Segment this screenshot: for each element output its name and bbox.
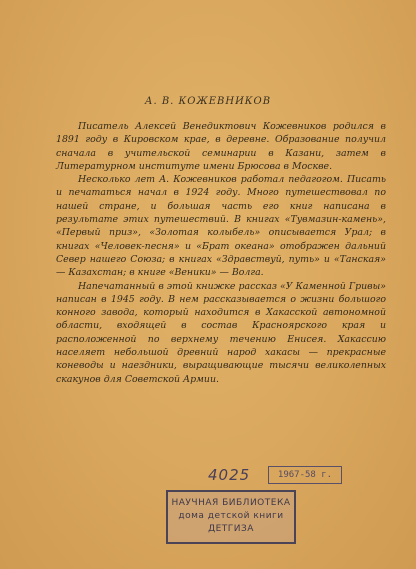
biography-paragraph-1: Писатель Алексей Венедиктович Кожевников родился в 1891 году в Кировском крае, в деревне. Образование получил сначала в учительской семинарии в Казани, затем в Литературном институте имени Брюсова в Москве. xyxy=(56,121,386,172)
date-stamp: 1967-58 г. xyxy=(268,466,342,484)
biography-paragraph-2: Несколько лет А. Кожевников работал педагогом. Писать и печататься начал в 1924 году. Много путешествовал по нашей стране, и большая часть его книг написана в результате этих путешествий. В книгах «Тувмазин-камень», «Первый приз», «Золотая колыбель» описывается Урал; в книгах «Человек-песня» и «Брат океана» отображен дальний Север нашего Союза; в книгах «Здравствуй, путь» и «Танская» — Казахстан; в книге «Веники» — Волга. xyxy=(56,174,386,279)
library-stamp-line-1: НАУЧНАЯ БИБЛИОТЕКА xyxy=(171,498,291,508)
library-stamp xyxy=(166,490,296,544)
author-biography xyxy=(56,120,386,386)
library-stamp-line-3: ДЕТГИЗА xyxy=(208,524,254,534)
handwritten-inventory-number: 4025 xyxy=(208,466,251,484)
library-stamp-line-2: дома детской книги xyxy=(178,511,284,521)
author-heading: А. В. КОЖЕВНИКОВ xyxy=(144,96,272,107)
biography-paragraph-3: Напечатанный в этой книжке рассказ «У Каменной Гривы» написан в 1945 году. В нем рассказывается о жизни большого конного завода, который находится в Хакасской автономной области, входящей в состав Красноярского края и расположенной по верхнему течению Енисея. Хакассию населяет небольшой древний народ хакасы — прекрасные коневоды и наездники, выращивающие тысячи великолепных скакунов для Советской Армии. xyxy=(56,280,386,385)
